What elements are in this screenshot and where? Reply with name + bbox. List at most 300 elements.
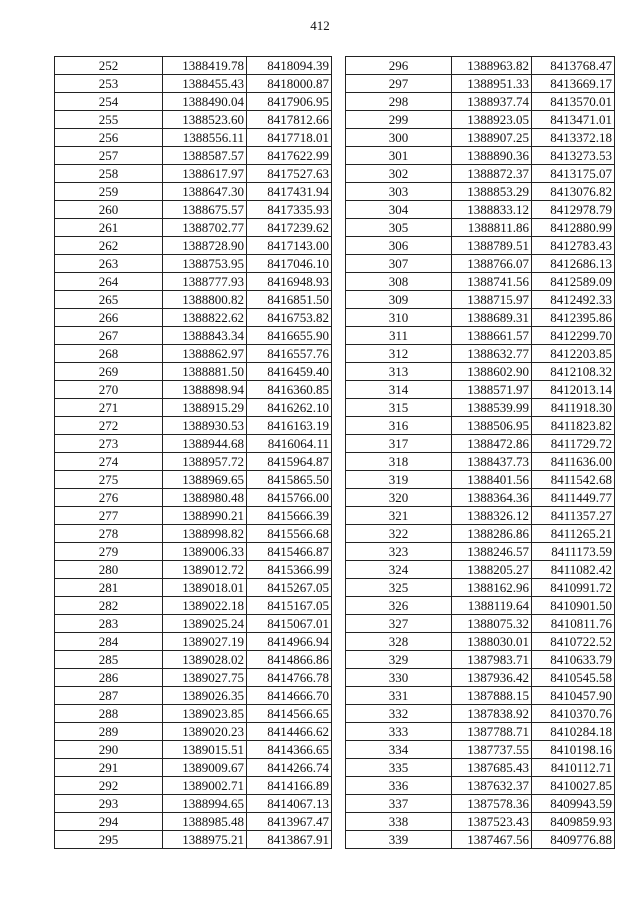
table-row xyxy=(55,471,332,489)
table-row xyxy=(55,687,332,705)
x-coordinate-cell: 1389027.75 xyxy=(163,669,247,687)
table-row xyxy=(55,363,332,381)
x-coordinate-cell: 1388990.21 xyxy=(163,507,247,525)
x-coordinate-cell: 1388119.64 xyxy=(452,597,532,615)
table-row xyxy=(55,651,332,669)
y-coordinate-cell: 8416655.90 xyxy=(247,327,332,345)
point-number-cell: 261 xyxy=(55,219,163,237)
y-coordinate-cell: 8416459.40 xyxy=(247,363,332,381)
y-coordinate-cell: 8413273.53 xyxy=(532,147,615,165)
point-number-cell: 287 xyxy=(55,687,163,705)
point-number-cell: 271 xyxy=(55,399,163,417)
x-coordinate-cell: 1388862.97 xyxy=(163,345,247,363)
table-row xyxy=(55,705,332,723)
table-row xyxy=(346,489,615,507)
point-number-cell: 311 xyxy=(346,327,452,345)
point-number-cell: 307 xyxy=(346,255,452,273)
x-coordinate-cell: 1389006.33 xyxy=(163,543,247,561)
table-row xyxy=(55,273,332,291)
point-number-cell: 338 xyxy=(346,813,452,831)
y-coordinate-cell: 8417431.94 xyxy=(247,183,332,201)
y-coordinate-cell: 8409776.88 xyxy=(532,831,615,849)
x-coordinate-cell: 1388632.77 xyxy=(452,345,532,363)
y-coordinate-cell: 8415366.99 xyxy=(247,561,332,579)
point-number-cell: 296 xyxy=(346,57,452,75)
point-number-cell: 273 xyxy=(55,435,163,453)
point-number-cell: 290 xyxy=(55,741,163,759)
table-row xyxy=(55,795,332,813)
table-row xyxy=(55,417,332,435)
y-coordinate-cell: 8412686.13 xyxy=(532,255,615,273)
table-row xyxy=(346,687,615,705)
table-row xyxy=(55,453,332,471)
point-number-cell: 253 xyxy=(55,75,163,93)
table-row xyxy=(346,417,615,435)
point-number-cell: 272 xyxy=(55,417,163,435)
page-number: 412 xyxy=(310,18,330,33)
table-row xyxy=(55,327,332,345)
point-number-cell: 332 xyxy=(346,705,452,723)
table-row xyxy=(346,309,615,327)
y-coordinate-cell: 8413175.07 xyxy=(532,165,615,183)
point-number-cell: 270 xyxy=(55,381,163,399)
y-coordinate-cell: 8411265.21 xyxy=(532,525,615,543)
table-row xyxy=(346,507,615,525)
x-coordinate-cell: 1388907.25 xyxy=(452,129,532,147)
table-row xyxy=(346,669,615,687)
y-coordinate-cell: 8417718.01 xyxy=(247,129,332,147)
point-number-cell: 322 xyxy=(346,525,452,543)
table-row xyxy=(346,705,615,723)
point-number-cell: 328 xyxy=(346,633,452,651)
y-coordinate-cell: 8414366.65 xyxy=(247,741,332,759)
y-coordinate-cell: 8411823.82 xyxy=(532,417,615,435)
x-coordinate-cell: 1388998.82 xyxy=(163,525,247,543)
x-coordinate-cell: 1388923.05 xyxy=(452,111,532,129)
point-number-cell: 260 xyxy=(55,201,163,219)
table-row xyxy=(346,363,615,381)
x-coordinate-cell: 1389025.24 xyxy=(163,615,247,633)
x-coordinate-cell: 1388881.50 xyxy=(163,363,247,381)
point-number-cell: 315 xyxy=(346,399,452,417)
y-coordinate-cell: 8411636.00 xyxy=(532,453,615,471)
x-coordinate-cell: 1387467.56 xyxy=(452,831,532,849)
x-coordinate-cell: 1389009.67 xyxy=(163,759,247,777)
y-coordinate-cell: 8412978.79 xyxy=(532,201,615,219)
x-coordinate-cell: 1388689.31 xyxy=(452,309,532,327)
x-coordinate-cell: 1388944.68 xyxy=(163,435,247,453)
y-coordinate-cell: 8415964.87 xyxy=(247,453,332,471)
x-coordinate-cell: 1389028.02 xyxy=(163,651,247,669)
table-row xyxy=(346,597,615,615)
y-coordinate-cell: 8416360.85 xyxy=(247,381,332,399)
point-number-cell: 283 xyxy=(55,615,163,633)
point-number-cell: 313 xyxy=(346,363,452,381)
y-coordinate-cell: 8418094.39 xyxy=(247,57,332,75)
table-row xyxy=(55,597,332,615)
point-number-cell: 293 xyxy=(55,795,163,813)
table-row xyxy=(55,813,332,831)
table-row xyxy=(346,525,615,543)
point-number-cell: 333 xyxy=(346,723,452,741)
table-row xyxy=(55,543,332,561)
table-row xyxy=(55,129,332,147)
point-number-cell: 316 xyxy=(346,417,452,435)
point-number-cell: 321 xyxy=(346,507,452,525)
table-row xyxy=(346,183,615,201)
table-row xyxy=(346,93,615,111)
x-coordinate-cell: 1388728.90 xyxy=(163,237,247,255)
y-coordinate-cell: 8415766.00 xyxy=(247,489,332,507)
point-number-cell: 306 xyxy=(346,237,452,255)
table-row xyxy=(346,831,615,849)
point-number-cell: 285 xyxy=(55,651,163,669)
table-row xyxy=(55,345,332,363)
table-row xyxy=(55,111,332,129)
x-coordinate-cell: 1388872.37 xyxy=(452,165,532,183)
table-row xyxy=(55,435,332,453)
y-coordinate-cell: 8412492.33 xyxy=(532,291,615,309)
table-row xyxy=(55,759,332,777)
point-number-cell: 292 xyxy=(55,777,163,795)
point-number-cell: 266 xyxy=(55,309,163,327)
x-coordinate-cell: 1388822.62 xyxy=(163,309,247,327)
x-coordinate-cell: 1388661.57 xyxy=(452,327,532,345)
x-coordinate-cell: 1389027.19 xyxy=(163,633,247,651)
y-coordinate-cell: 8411357.27 xyxy=(532,507,615,525)
table-row xyxy=(55,525,332,543)
point-number-cell: 320 xyxy=(346,489,452,507)
x-coordinate-cell: 1387737.55 xyxy=(452,741,532,759)
x-coordinate-cell: 1388951.33 xyxy=(452,75,532,93)
table-row xyxy=(346,759,615,777)
point-number-cell: 323 xyxy=(346,543,452,561)
y-coordinate-cell: 8418000.87 xyxy=(247,75,332,93)
x-coordinate-cell: 1388587.57 xyxy=(163,147,247,165)
y-coordinate-cell: 8415267.05 xyxy=(247,579,332,597)
x-coordinate-cell: 1388766.07 xyxy=(452,255,532,273)
point-number-cell: 274 xyxy=(55,453,163,471)
x-coordinate-cell: 1389026.35 xyxy=(163,687,247,705)
table-row xyxy=(346,255,615,273)
point-number-cell: 281 xyxy=(55,579,163,597)
x-coordinate-cell: 1388286.86 xyxy=(452,525,532,543)
y-coordinate-cell: 8413372.18 xyxy=(532,129,615,147)
table-row xyxy=(55,381,332,399)
x-coordinate-cell: 1388571.97 xyxy=(452,381,532,399)
y-coordinate-cell: 8410198.16 xyxy=(532,741,615,759)
y-coordinate-cell: 8409943.59 xyxy=(532,795,615,813)
point-number-cell: 312 xyxy=(346,345,452,363)
point-number-cell: 294 xyxy=(55,813,163,831)
x-coordinate-cell: 1388617.97 xyxy=(163,165,247,183)
x-coordinate-cell: 1387936.42 xyxy=(452,669,532,687)
point-number-cell: 275 xyxy=(55,471,163,489)
point-number-cell: 278 xyxy=(55,525,163,543)
table-row xyxy=(346,813,615,831)
point-number-cell: 304 xyxy=(346,201,452,219)
y-coordinate-cell: 8410112.71 xyxy=(532,759,615,777)
table-row xyxy=(346,633,615,651)
y-coordinate-cell: 8417143.00 xyxy=(247,237,332,255)
table-row xyxy=(346,777,615,795)
x-coordinate-cell: 1388205.27 xyxy=(452,561,532,579)
x-coordinate-cell: 1388930.53 xyxy=(163,417,247,435)
point-number-cell: 258 xyxy=(55,165,163,183)
y-coordinate-cell: 8409859.93 xyxy=(532,813,615,831)
point-number-cell: 336 xyxy=(346,777,452,795)
table-row xyxy=(55,255,332,273)
x-coordinate-cell: 1387685.43 xyxy=(452,759,532,777)
point-number-cell: 268 xyxy=(55,345,163,363)
y-coordinate-cell: 8414966.94 xyxy=(247,633,332,651)
point-number-cell: 301 xyxy=(346,147,452,165)
table-row xyxy=(346,381,615,399)
x-coordinate-cell: 1388777.93 xyxy=(163,273,247,291)
point-number-cell: 325 xyxy=(346,579,452,597)
point-number-cell: 262 xyxy=(55,237,163,255)
table-row xyxy=(346,399,615,417)
y-coordinate-cell: 8415067.01 xyxy=(247,615,332,633)
y-coordinate-cell: 8413471.01 xyxy=(532,111,615,129)
y-coordinate-cell: 8414766.78 xyxy=(247,669,332,687)
x-coordinate-cell: 1388523.60 xyxy=(163,111,247,129)
y-coordinate-cell: 8413768.47 xyxy=(532,57,615,75)
y-coordinate-cell: 8413967.47 xyxy=(247,813,332,831)
x-coordinate-cell: 1388898.94 xyxy=(163,381,247,399)
table-row xyxy=(55,399,332,417)
point-number-cell: 288 xyxy=(55,705,163,723)
x-coordinate-cell: 1388753.95 xyxy=(163,255,247,273)
y-coordinate-cell: 8414866.86 xyxy=(247,651,332,669)
y-coordinate-cell: 8417622.99 xyxy=(247,147,332,165)
y-coordinate-cell: 8416557.76 xyxy=(247,345,332,363)
coordinates-table-right xyxy=(345,56,615,849)
y-coordinate-cell: 8412108.32 xyxy=(532,363,615,381)
x-coordinate-cell: 1388915.29 xyxy=(163,399,247,417)
table-row xyxy=(346,57,615,75)
table-row xyxy=(55,237,332,255)
x-coordinate-cell: 1388811.86 xyxy=(452,219,532,237)
point-number-cell: 252 xyxy=(55,57,163,75)
table-row xyxy=(346,723,615,741)
y-coordinate-cell: 8416064.11 xyxy=(247,435,332,453)
table-row xyxy=(346,219,615,237)
point-number-cell: 256 xyxy=(55,129,163,147)
point-number-cell: 297 xyxy=(346,75,452,93)
point-number-cell: 263 xyxy=(55,255,163,273)
point-number-cell: 257 xyxy=(55,147,163,165)
y-coordinate-cell: 8410370.76 xyxy=(532,705,615,723)
y-coordinate-cell: 8417527.63 xyxy=(247,165,332,183)
x-coordinate-cell: 1387983.71 xyxy=(452,651,532,669)
table-row xyxy=(346,579,615,597)
table-row xyxy=(55,183,332,201)
y-coordinate-cell: 8410457.90 xyxy=(532,687,615,705)
y-coordinate-cell: 8412589.09 xyxy=(532,273,615,291)
point-number-cell: 259 xyxy=(55,183,163,201)
coordinates-table-left xyxy=(54,56,332,849)
point-number-cell: 334 xyxy=(346,741,452,759)
point-number-cell: 298 xyxy=(346,93,452,111)
table-row xyxy=(346,453,615,471)
table-row xyxy=(346,129,615,147)
x-coordinate-cell: 1388789.51 xyxy=(452,237,532,255)
y-coordinate-cell: 8415566.68 xyxy=(247,525,332,543)
point-number-cell: 303 xyxy=(346,183,452,201)
table-row xyxy=(346,435,615,453)
y-coordinate-cell: 8417046.10 xyxy=(247,255,332,273)
y-coordinate-cell: 8416753.82 xyxy=(247,309,332,327)
x-coordinate-cell: 1388602.90 xyxy=(452,363,532,381)
coordinates-table-right-body xyxy=(346,57,615,849)
table-row xyxy=(55,309,332,327)
y-coordinate-cell: 8412299.70 xyxy=(532,327,615,345)
y-coordinate-cell: 8413867.91 xyxy=(247,831,332,849)
point-number-cell: 330 xyxy=(346,669,452,687)
y-coordinate-cell: 8416262.10 xyxy=(247,399,332,417)
point-number-cell: 277 xyxy=(55,507,163,525)
table-row xyxy=(346,471,615,489)
point-number-cell: 280 xyxy=(55,561,163,579)
point-number-cell: 310 xyxy=(346,309,452,327)
table-row xyxy=(55,579,332,597)
y-coordinate-cell: 8415666.39 xyxy=(247,507,332,525)
point-number-cell: 302 xyxy=(346,165,452,183)
y-coordinate-cell: 8413570.01 xyxy=(532,93,615,111)
x-coordinate-cell: 1388539.99 xyxy=(452,399,532,417)
table-row xyxy=(55,669,332,687)
x-coordinate-cell: 1387578.36 xyxy=(452,795,532,813)
table-row xyxy=(55,201,332,219)
y-coordinate-cell: 8417239.62 xyxy=(247,219,332,237)
y-coordinate-cell: 8411173.59 xyxy=(532,543,615,561)
table-row xyxy=(55,165,332,183)
y-coordinate-cell: 8414067.13 xyxy=(247,795,332,813)
y-coordinate-cell: 8411082.42 xyxy=(532,561,615,579)
coordinates-table-left-body xyxy=(55,57,332,849)
y-coordinate-cell: 8415865.50 xyxy=(247,471,332,489)
x-coordinate-cell: 1389012.72 xyxy=(163,561,247,579)
table-row xyxy=(346,201,615,219)
table-row xyxy=(55,723,332,741)
point-number-cell: 337 xyxy=(346,795,452,813)
table-row xyxy=(55,489,332,507)
x-coordinate-cell: 1388030.01 xyxy=(452,633,532,651)
table-row xyxy=(346,75,615,93)
point-number-cell: 269 xyxy=(55,363,163,381)
y-coordinate-cell: 8410722.52 xyxy=(532,633,615,651)
table-row xyxy=(346,651,615,669)
x-coordinate-cell: 1388364.36 xyxy=(452,489,532,507)
y-coordinate-cell: 8410901.50 xyxy=(532,597,615,615)
table-row xyxy=(55,633,332,651)
y-coordinate-cell: 8412395.86 xyxy=(532,309,615,327)
table-row xyxy=(55,75,332,93)
point-number-cell: 291 xyxy=(55,759,163,777)
point-number-cell: 254 xyxy=(55,93,163,111)
x-coordinate-cell: 1389022.18 xyxy=(163,597,247,615)
point-number-cell: 326 xyxy=(346,597,452,615)
x-coordinate-cell: 1388472.86 xyxy=(452,435,532,453)
y-coordinate-cell: 8410027.85 xyxy=(532,777,615,795)
y-coordinate-cell: 8412013.14 xyxy=(532,381,615,399)
point-number-cell: 314 xyxy=(346,381,452,399)
point-number-cell: 265 xyxy=(55,291,163,309)
x-coordinate-cell: 1388162.96 xyxy=(452,579,532,597)
table-row xyxy=(346,741,615,759)
y-coordinate-cell: 8417906.95 xyxy=(247,93,332,111)
table-row xyxy=(346,345,615,363)
x-coordinate-cell: 1388490.04 xyxy=(163,93,247,111)
point-number-cell: 308 xyxy=(346,273,452,291)
x-coordinate-cell: 1387788.71 xyxy=(452,723,532,741)
table-row xyxy=(55,507,332,525)
x-coordinate-cell: 1389020.23 xyxy=(163,723,247,741)
y-coordinate-cell: 8410633.79 xyxy=(532,651,615,669)
x-coordinate-cell: 1389023.85 xyxy=(163,705,247,723)
x-coordinate-cell: 1387632.37 xyxy=(452,777,532,795)
point-number-cell: 255 xyxy=(55,111,163,129)
x-coordinate-cell: 1387888.15 xyxy=(452,687,532,705)
y-coordinate-cell: 8414166.89 xyxy=(247,777,332,795)
x-coordinate-cell: 1388937.74 xyxy=(452,93,532,111)
table-row xyxy=(346,327,615,345)
table-row xyxy=(55,741,332,759)
table-row xyxy=(346,273,615,291)
table-row xyxy=(55,57,332,75)
point-number-cell: 335 xyxy=(346,759,452,777)
y-coordinate-cell: 8410991.72 xyxy=(532,579,615,597)
y-coordinate-cell: 8416851.50 xyxy=(247,291,332,309)
table-row xyxy=(346,237,615,255)
x-coordinate-cell: 1388800.82 xyxy=(163,291,247,309)
point-number-cell: 331 xyxy=(346,687,452,705)
point-number-cell: 279 xyxy=(55,543,163,561)
point-number-cell: 286 xyxy=(55,669,163,687)
table-row xyxy=(55,219,332,237)
y-coordinate-cell: 8413076.82 xyxy=(532,183,615,201)
x-coordinate-cell: 1388741.56 xyxy=(452,273,532,291)
y-coordinate-cell: 8412203.85 xyxy=(532,345,615,363)
x-coordinate-cell: 1388437.73 xyxy=(452,453,532,471)
table-row xyxy=(55,831,332,849)
y-coordinate-cell: 8410811.76 xyxy=(532,615,615,633)
table-row xyxy=(55,777,332,795)
table-row xyxy=(346,291,615,309)
y-coordinate-cell: 8411729.72 xyxy=(532,435,615,453)
y-coordinate-cell: 8410545.58 xyxy=(532,669,615,687)
x-coordinate-cell: 1387523.43 xyxy=(452,813,532,831)
table-row xyxy=(346,165,615,183)
point-number-cell: 309 xyxy=(346,291,452,309)
y-coordinate-cell: 8413669.17 xyxy=(532,75,615,93)
y-coordinate-cell: 8411449.77 xyxy=(532,489,615,507)
table-row xyxy=(346,147,615,165)
x-coordinate-cell: 1388843.34 xyxy=(163,327,247,345)
table-row xyxy=(346,111,615,129)
x-coordinate-cell: 1388702.77 xyxy=(163,219,247,237)
table-row xyxy=(55,93,332,111)
x-coordinate-cell: 1388957.72 xyxy=(163,453,247,471)
table-row xyxy=(55,561,332,579)
x-coordinate-cell: 1388647.30 xyxy=(163,183,247,201)
x-coordinate-cell: 1388975.21 xyxy=(163,831,247,849)
x-coordinate-cell: 1388833.12 xyxy=(452,201,532,219)
point-number-cell: 300 xyxy=(346,129,452,147)
y-coordinate-cell: 8417812.66 xyxy=(247,111,332,129)
point-number-cell: 282 xyxy=(55,597,163,615)
